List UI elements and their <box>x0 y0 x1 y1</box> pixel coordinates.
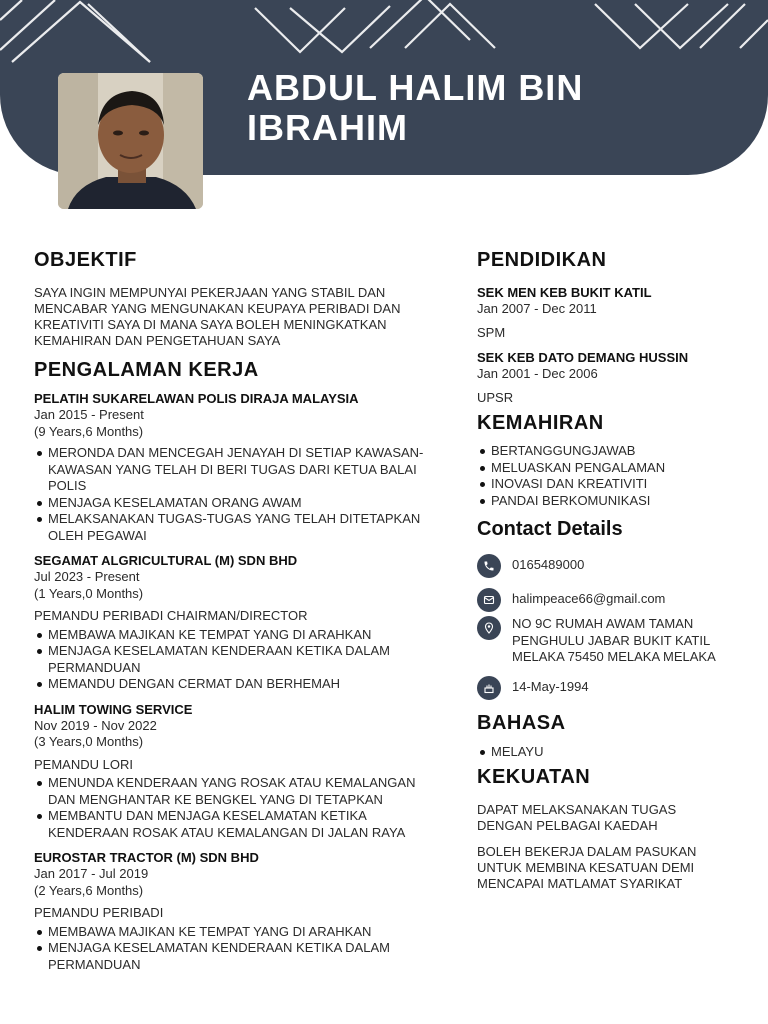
school-qualification: UPSR <box>477 389 514 405</box>
job-duty: MENJAGA KESELAMATAN ORANG AWAM <box>48 495 444 512</box>
job-duration: (2 Years,6 Months) <box>34 882 144 898</box>
skill-item: INOVASI DAN KREATIVITI <box>491 476 745 493</box>
job-title: SEGAMAT ALGRICULTURAL (M) SDN BHD <box>34 553 298 568</box>
contact-birthdate <box>477 676 745 700</box>
job-role: PEMANDU PERIBADI CHAIRMAN/DIRECTOR <box>34 608 308 623</box>
skill-item: PANDAI BERKOMUNIKASI <box>491 493 745 510</box>
job-role: PEMANDU PERIBADI <box>34 905 164 920</box>
left-column <box>34 248 444 973</box>
cake-icon <box>477 676 501 700</box>
school-name: SEK MEN KEB BUKIT KATIL <box>477 285 652 300</box>
languages-heading: BAHASA <box>477 711 566 734</box>
job-duty: MERONDA DAN MENCEGAH JENAYAH DI SETIAP KAWASAN-KAWASAN YANG TELAH DI BERI TUGAS DARI KETUA BALAI POLIS <box>48 445 444 495</box>
job-duration: (1 Years,0 Months) <box>34 585 144 601</box>
job-role: PEMANDU LORI <box>34 756 133 772</box>
contact-address <box>477 616 745 666</box>
skill-item: BERTANGGUNGJAWAB <box>491 443 745 460</box>
contact-phone <box>477 554 745 578</box>
job-duty: MENJAGA KESELAMATAN KENDERAAN KETIKA DALAM PERMANDUAN <box>48 940 444 973</box>
job-duty: MENJAGA KESELAMATAN KENDERAAN KETIKA DALAM PERMANDUAN <box>48 643 444 676</box>
languages-list <box>477 744 745 761</box>
job-duration: (3 Years,0 Months) <box>34 734 144 749</box>
job-duty: MEMBAWA MAJIKAN KE TEMPAT YANG DI ARAHKAN <box>48 924 444 941</box>
email-address: halimpeace66@gmail.com <box>512 591 666 606</box>
job-duty: MENUNDA KENDERAAN YANG ROSAK ATAU KEMALANGAN DAN MENGHANTAR KE BENGKEL YANG DI TETAPKAN <box>48 775 444 808</box>
language-item: MELAYU <box>491 744 745 761</box>
job-dates: Nov 2019 - Nov 2022 <box>34 717 157 733</box>
job-duration: (9 Years,6 Months) <box>34 423 144 439</box>
education-entry <box>477 350 745 406</box>
contact-email <box>477 588 745 612</box>
education-heading: PENDIDIKAN <box>477 249 607 271</box>
job-duty: MEMANDU DENGAN CERMAT DAN BERHEMAH <box>48 676 444 693</box>
job-entry <box>34 553 444 693</box>
home-address: NO 9C RUMAH AWAM TAMAN PENGHULU JABAR BUKIT KATIL MELAKA 75450 MELAKA MELAKA <box>512 616 716 664</box>
birthdate: 14-May-1994 <box>512 678 589 694</box>
school-dates: Jan 2001 - Dec 2006 <box>477 366 598 381</box>
job-title: PELATIH SUKARELAWAN POLIS DIRAJA MALAYSIA <box>34 391 359 406</box>
job-dates: Jan 2015 - Present <box>34 407 144 422</box>
job-duty: MELAKSANAKAN TUGAS-TUGAS YANG TELAH DITETAPKAN OLEH PEGAWAI <box>48 511 444 544</box>
skills-heading: KEMAHIRAN <box>477 412 604 434</box>
contact-heading: Contact Details <box>477 518 623 540</box>
job-duties <box>34 775 444 841</box>
job-entry <box>34 850 444 973</box>
job-duty: MEMBANTU DAN MENJAGA KESELAMATAN KETIKA KENDERAAN ROSAK ATAU KEMALANGAN DI JALAN RAYA <box>48 808 444 841</box>
profile-photo <box>58 73 203 209</box>
experience-heading: PENGALAMAN KERJA <box>34 359 259 381</box>
job-duties <box>34 627 444 693</box>
strength-item: DAPAT MELAKSANAKAN TUGAS DENGAN PELBAGAI KAEDAH <box>477 802 677 833</box>
education-entry <box>477 285 745 341</box>
skills-list <box>477 443 745 509</box>
right-column <box>477 248 745 892</box>
job-dates: Jan 2017 - Jul 2019 <box>34 866 149 881</box>
school-dates: Jan 2007 - Dec 2011 <box>477 301 597 316</box>
school-name: SEK KEB DATO DEMANG HUSSIN <box>477 350 689 365</box>
candidate-name: ABDUL HALIM BIN IBRAHIM <box>247 67 584 148</box>
skill-item: MELUASKAN PENGALAMAN <box>491 460 745 477</box>
job-duties <box>34 445 444 544</box>
job-entry <box>34 391 444 544</box>
job-dates: Jul 2023 - Present <box>34 569 140 584</box>
objective-text: SAYA INGIN MEMPUNYAI PEKERJAAN YANG STABIL DAN MENCABAR YANG MENGUNAKAN KEUPAYA PERIBADI DAN KREATIVITI SAYA DI MANA SAYA BOLEH MENINGKATKAN KEMAHIRAN DAN PENGETAHUAN SAYA <box>34 285 401 348</box>
job-title: HALIM TOWING SERVICE <box>34 701 193 717</box>
job-entry <box>34 702 444 842</box>
job-duties <box>34 924 444 974</box>
phone-icon <box>477 554 501 578</box>
job-duty: MEMBAWA MAJIKAN KE TEMPAT YANG DI ARAHKAN <box>48 627 444 644</box>
phone-number: 0165489000 <box>512 557 585 572</box>
job-title: EUROSTAR TRACTOR (M) SDN BHD <box>34 850 259 865</box>
objective-heading: OBJEKTIF <box>34 249 137 271</box>
strengths-heading: KEKUATAN <box>477 766 591 788</box>
location-pin-icon <box>477 616 501 640</box>
profile-photo-image <box>58 73 203 209</box>
school-qualification: SPM <box>477 324 506 340</box>
mail-icon <box>477 588 501 612</box>
strength-item: BOLEH BEKERJA DALAM PASUKAN UNTUK MEMBINA KESATUAN DEMI MENCAPAI MATLAMAT SYARIKAT <box>477 844 697 891</box>
